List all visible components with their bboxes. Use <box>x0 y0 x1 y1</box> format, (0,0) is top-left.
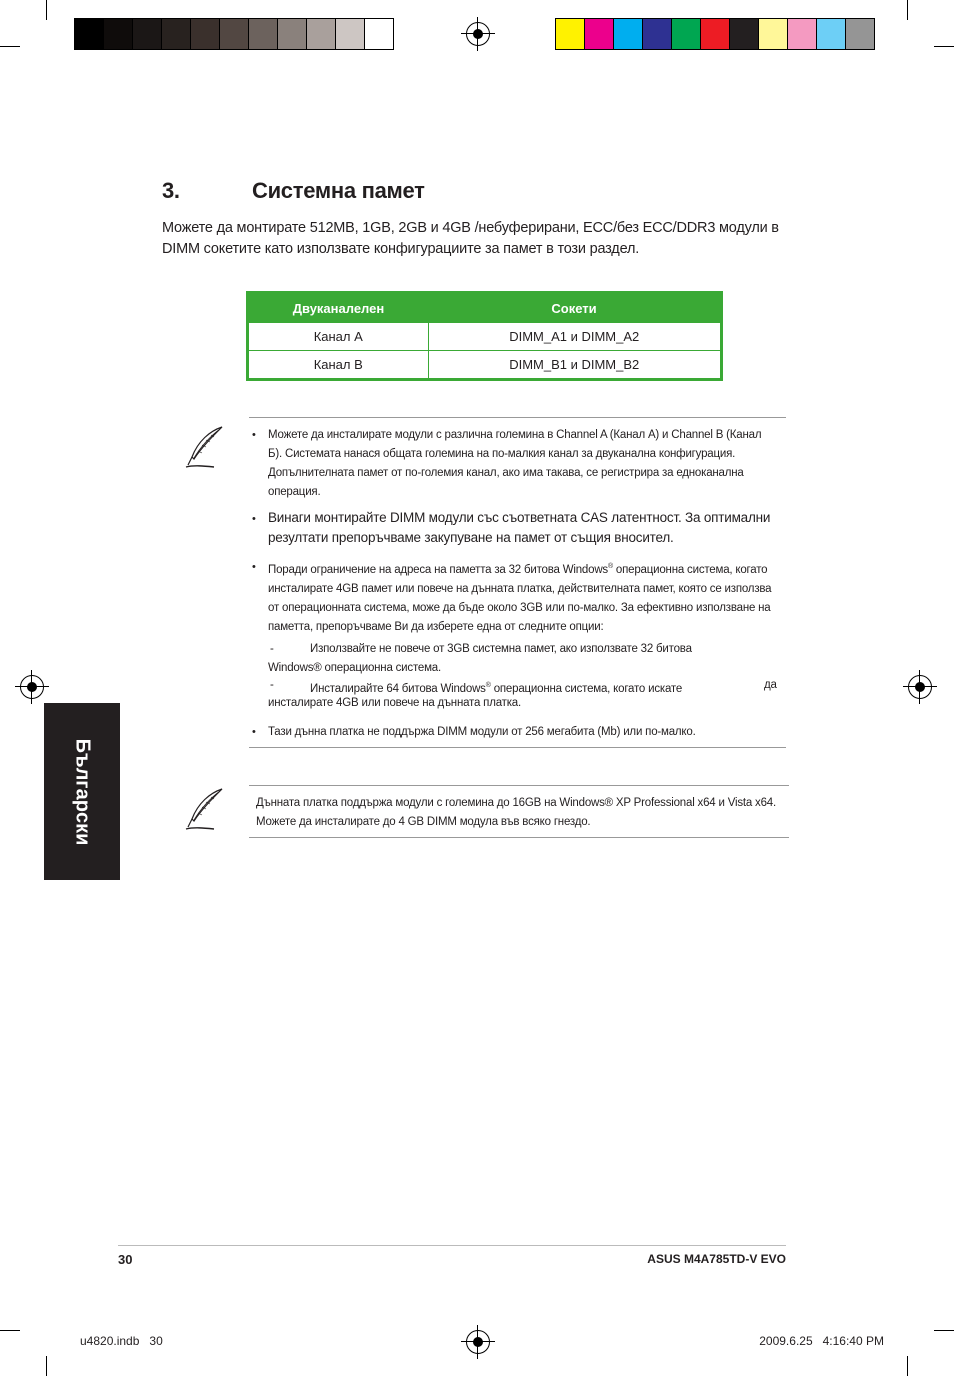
color-swatch <box>278 19 307 49</box>
note-2-text: Дънната платка поддържа модули с големина до 16GB на Windows® XP Professional x64 и Vista x64. Можете да инсталирате до 4 GB DIMM модула във всяко гнездо. <box>256 797 776 828</box>
crop-mark <box>907 0 908 20</box>
note-text: Поради ограничение на адреса на паметта за 32 битова Windows <box>268 563 608 576</box>
bullet: • <box>252 429 256 441</box>
note-bullet-3 <box>268 557 778 637</box>
intro-paragraph: Можете да монтирате 512MB, 1GB, 2GB и 4GB /небуферирани, ECC/без ECC/DDR3 модули в DIMM сокетите като използвате конфигурациите за памет в този раздел. <box>162 220 779 257</box>
registration-mark-icon <box>908 675 932 699</box>
table-row <box>248 323 722 351</box>
note-bullet-1: Можете да инсталирате модули с различна големина в Channel A (Канал A) и Channel B (Канал Б). Системата нанася общата големина на по-малкия канал за двуканална конфигурация. Допълнителната памет от по-големия канал, ако има такава, се регистрира за едноканална операция. <box>268 429 762 498</box>
note-divider <box>249 747 786 748</box>
crop-mark <box>46 1356 47 1376</box>
color-swatch <box>220 19 249 49</box>
table-row <box>248 351 722 380</box>
note-text: Инсталирайте 64 битова Windows <box>310 682 486 695</box>
color-swatch <box>162 19 191 49</box>
dash: - <box>270 643 274 655</box>
note-bullet-4: Тази дънна платка не поддържа DIMM модули от 256 мегабита (Mb) или по-малко. <box>268 726 696 738</box>
language-side-tab <box>44 703 120 880</box>
color-swatch <box>585 19 614 49</box>
page-number: 30 <box>118 1252 133 1267</box>
color-swatch <box>556 19 585 49</box>
section-heading <box>162 178 425 204</box>
color-swatch <box>759 19 788 49</box>
crop-mark <box>46 0 47 20</box>
crop-mark <box>0 46 20 47</box>
footer-divider <box>118 1245 786 1246</box>
note-text: операционна система, когато инсталирате 4GB памет или повече на дънната платка, действителната памет, която се използва от операционната система, може да бъде около 3GB или по-малко. За ефективно използване на паметта, препоръчваме Ви да изберете една от следните опции: <box>268 563 772 633</box>
product-name: ASUS M4A785TD-V EVO <box>647 1252 786 1266</box>
memory-config-table <box>246 291 723 381</box>
table-header: Двуканалелен <box>248 293 429 323</box>
color-swatch <box>614 19 643 49</box>
grayscale-calibration-bar <box>74 18 394 50</box>
section-title: Системна памет <box>252 178 425 203</box>
table-header-row <box>248 293 722 323</box>
color-swatch <box>643 19 672 49</box>
color-swatch <box>75 19 104 49</box>
table-cell: DIMM_A1 и DIMM_A2 <box>428 323 722 351</box>
note-option-1: Използвайте не повече от 3GB системна памет, ако използвате 32 битова Windows® операционна система. <box>268 643 692 674</box>
table-header: Сокети <box>428 293 722 323</box>
table-cell: DIMM_B1 и DIMM_B2 <box>428 351 722 380</box>
note-bullet-2: Винаги монтирайте DIMM модули със съответната CAS латентност. За оптимални резултати препоръчваме закупуване на памет от същия вносител. <box>268 510 771 545</box>
language-label: Български <box>71 738 94 845</box>
color-swatch <box>133 19 162 49</box>
registration-mark-icon <box>466 1330 490 1354</box>
bullet: • <box>252 561 256 573</box>
note-text: операционна система, когато искате <box>490 682 683 695</box>
color-swatch <box>104 19 133 49</box>
note-divider <box>249 417 786 418</box>
color-swatch <box>730 19 759 49</box>
registered-mark: ® <box>485 682 491 689</box>
registration-mark-icon <box>466 22 490 46</box>
color-swatch <box>788 19 817 49</box>
crop-mark <box>0 1330 20 1331</box>
slug-date: 2009.6.25 4:16:40 PM <box>759 1334 884 1348</box>
table-cell: Канал A <box>248 323 429 351</box>
table-cell: Канал B <box>248 351 429 380</box>
color-swatch <box>365 19 393 49</box>
color-swatch <box>701 19 730 49</box>
color-swatch <box>249 19 278 49</box>
dash: - <box>270 679 274 691</box>
registered-mark: ® <box>607 563 613 570</box>
slug-file: u4820.indb 30 <box>80 1334 163 1348</box>
crop-mark <box>934 46 954 47</box>
quill-note-icon <box>184 787 226 831</box>
color-swatch <box>817 19 846 49</box>
bullet: • <box>252 726 256 738</box>
color-swatch <box>672 19 701 49</box>
color-calibration-bar <box>555 18 875 50</box>
color-swatch <box>846 19 874 49</box>
crop-mark <box>907 1356 908 1376</box>
registration-mark-icon <box>20 675 44 699</box>
note-text: да <box>764 679 777 691</box>
note-text: инсталирате 4GB или повече на дънната платка. <box>268 697 522 709</box>
color-swatch <box>336 19 365 49</box>
bullet: • <box>252 513 256 525</box>
note-divider <box>249 837 789 838</box>
crop-mark <box>934 1330 954 1331</box>
quill-note-icon <box>184 425 226 469</box>
note-divider <box>249 785 789 786</box>
section-number: 3. <box>162 178 180 203</box>
color-swatch <box>191 19 220 49</box>
color-swatch <box>307 19 336 49</box>
